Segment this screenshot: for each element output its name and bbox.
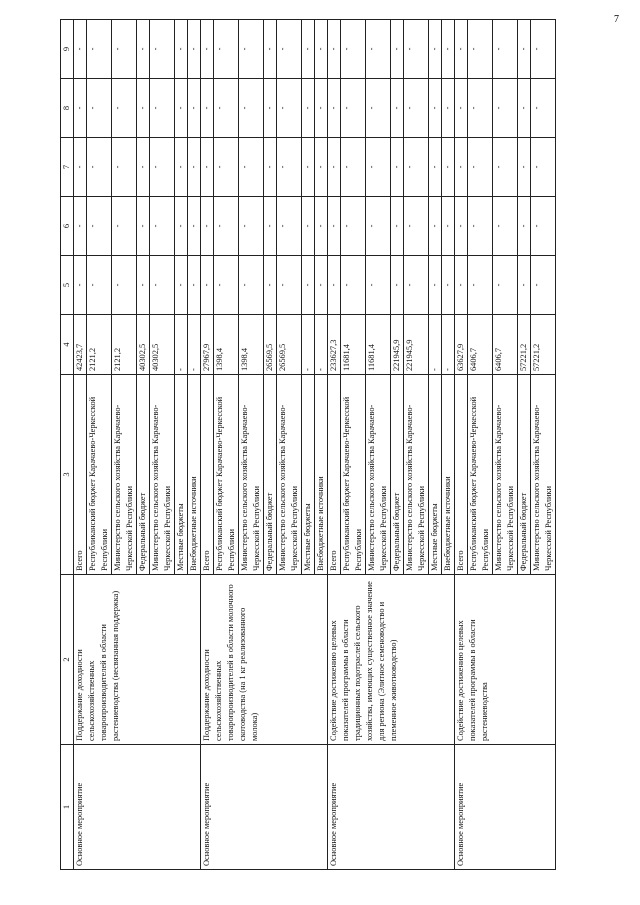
value-cell: - (531, 256, 556, 315)
activity-type-cell: Основное мероприятие (201, 745, 328, 870)
amount-cell: 40302,5 (150, 315, 175, 375)
value-cell: - (442, 197, 455, 256)
activity-type-cell: Основное мероприятие (455, 745, 556, 870)
header-cell: 9 (61, 20, 74, 79)
value-cell: - (391, 138, 404, 197)
activity-type-cell: Основное мероприятие (74, 745, 201, 870)
amount-cell: - (315, 315, 328, 375)
value-cell: - (150, 79, 175, 138)
value-cell: - (366, 256, 391, 315)
value-cell: - (239, 256, 264, 315)
value-cell: - (112, 79, 137, 138)
value-cell: - (366, 197, 391, 256)
value-cell: - (429, 256, 442, 315)
header-row (61, 20, 74, 870)
value-cell: - (391, 79, 404, 138)
amount-cell: 63627,9 (455, 315, 468, 375)
funding-source-cell: Всего (328, 375, 341, 575)
amount-cell: 233627,3 (328, 315, 341, 375)
value-cell: - (493, 138, 518, 197)
value-cell: - (455, 20, 468, 79)
value-cell: - (518, 256, 531, 315)
value-cell: - (201, 197, 214, 256)
funding-source-cell: Республиканский бюджет Карачаево-Черкесской Республики (341, 375, 366, 575)
amount-cell: 2121,2 (112, 315, 137, 375)
header-cell: 3 (61, 375, 74, 575)
header-cell: 8 (61, 79, 74, 138)
value-cell: - (341, 197, 366, 256)
activity-description-cell: Поддержание доходности сельскохозяйственных товаропроизводителей в области растениеводства (несвязанная поддержка) (74, 575, 201, 745)
value-cell: - (188, 256, 201, 315)
value-cell: - (137, 79, 150, 138)
value-cell: - (175, 197, 188, 256)
value-cell: - (302, 256, 315, 315)
value-cell: - (429, 138, 442, 197)
funding-source-cell: Внебюджетные источники (442, 375, 455, 575)
value-cell: - (315, 256, 328, 315)
funding-source-cell: Всего (455, 375, 468, 575)
header-cell: 7 (61, 138, 74, 197)
value-cell: - (201, 138, 214, 197)
value-cell: - (328, 138, 341, 197)
amount-cell: - (188, 315, 201, 375)
value-cell: - (277, 138, 302, 197)
amount-cell: 6406,7 (493, 315, 518, 375)
value-cell: - (315, 138, 328, 197)
value-cell: - (112, 20, 137, 79)
funding-source-cell: Всего (201, 375, 214, 575)
value-cell: - (531, 20, 556, 79)
value-cell: - (518, 138, 531, 197)
table-row (74, 20, 87, 870)
activity-type-cell: Основное мероприятие (328, 745, 455, 870)
value-cell: - (264, 20, 277, 79)
funding-source-cell: Министерство сельского хозяйства Карачаево-Черкесской Республики (531, 375, 556, 575)
value-cell: - (429, 79, 442, 138)
value-cell: - (442, 138, 455, 197)
value-cell: - (404, 20, 429, 79)
funding-source-cell: Федеральный бюджет (264, 375, 277, 575)
value-cell: - (302, 197, 315, 256)
value-cell: - (137, 256, 150, 315)
value-cell: - (455, 138, 468, 197)
value-cell: - (391, 256, 404, 315)
value-cell: - (74, 197, 87, 256)
value-cell: - (468, 256, 493, 315)
value-cell: - (150, 138, 175, 197)
value-cell: - (175, 79, 188, 138)
activity-description-cell: Поддержание доходности сельскохозяйственных товаропроизводителей в области молочного скотоводства (на 1 кг реализованного молока) (201, 575, 328, 745)
value-cell: - (137, 197, 150, 256)
value-cell: - (341, 256, 366, 315)
value-cell: - (239, 138, 264, 197)
value-cell: - (493, 79, 518, 138)
value-cell: - (315, 79, 328, 138)
value-cell: - (74, 79, 87, 138)
header-cell: 2 (61, 575, 74, 745)
value-cell: - (531, 197, 556, 256)
amount-cell: 2121,2 (87, 315, 112, 375)
value-cell: - (341, 20, 366, 79)
value-cell: - (188, 197, 201, 256)
value-cell: - (74, 20, 87, 79)
funding-source-cell: Федеральный бюджет (391, 375, 404, 575)
value-cell: - (264, 138, 277, 197)
value-cell: - (518, 197, 531, 256)
value-cell: - (468, 79, 493, 138)
value-cell: - (531, 138, 556, 197)
amount-cell: 11681,4 (341, 315, 366, 375)
value-cell: - (442, 79, 455, 138)
table-row (455, 20, 468, 870)
value-cell: - (112, 256, 137, 315)
value-cell: - (264, 79, 277, 138)
value-cell: - (175, 138, 188, 197)
value-cell: - (112, 197, 137, 256)
funding-source-cell: Министерство сельского хозяйства Карачаево-Черкесской Республики (493, 375, 518, 575)
amount-cell: - (175, 315, 188, 375)
value-cell: - (214, 138, 239, 197)
value-cell: - (429, 20, 442, 79)
value-cell: - (188, 20, 201, 79)
table-row (328, 20, 341, 870)
value-cell: - (328, 79, 341, 138)
header-cell: 1 (61, 745, 74, 870)
value-cell: - (442, 20, 455, 79)
value-cell: - (175, 256, 188, 315)
value-cell: - (366, 138, 391, 197)
table-body (74, 20, 556, 870)
value-cell: - (87, 79, 112, 138)
amount-cell: 27967,9 (201, 315, 214, 375)
value-cell: - (239, 79, 264, 138)
funding-source-cell: Внебюджетные источники (188, 375, 201, 575)
value-cell: - (366, 79, 391, 138)
funding-source-cell: Федеральный бюджет (518, 375, 531, 575)
amount-cell: - (302, 315, 315, 375)
value-cell: - (315, 20, 328, 79)
amount-cell: 1398,4 (214, 315, 239, 375)
amount-cell: - (442, 315, 455, 375)
value-cell: - (175, 20, 188, 79)
funding-source-cell: Министерство сельского хозяйства Карачаево-Черкесской Республики (150, 375, 175, 575)
value-cell: - (264, 197, 277, 256)
value-cell: - (112, 138, 137, 197)
funding-source-cell: Местные бюджеты (429, 375, 442, 575)
budget-table (60, 19, 556, 870)
value-cell: - (366, 20, 391, 79)
header-cell: 4 (61, 315, 74, 375)
value-cell: - (341, 138, 366, 197)
value-cell: - (315, 197, 328, 256)
activity-description-cell: Содействие достижению целевых показателей программы в области растениеводства (455, 575, 556, 745)
value-cell: - (87, 256, 112, 315)
value-cell: - (188, 79, 201, 138)
value-cell: - (277, 256, 302, 315)
value-cell: - (455, 79, 468, 138)
value-cell: - (214, 79, 239, 138)
value-cell: - (404, 256, 429, 315)
amount-cell: - (429, 315, 442, 375)
funding-source-cell: Республиканский бюджет Карачаево-Черкесской Республики (468, 375, 493, 575)
value-cell: - (404, 79, 429, 138)
amount-cell: 221945,9 (404, 315, 429, 375)
funding-source-cell: Министерство сельского хозяйства Карачаево-Черкесской Республики (277, 375, 302, 575)
amount-cell: 6406,7 (468, 315, 493, 375)
value-cell: - (531, 79, 556, 138)
value-cell: - (239, 20, 264, 79)
header-cell: 6 (61, 197, 74, 256)
value-cell: - (468, 138, 493, 197)
amount-cell: 57221,2 (518, 315, 531, 375)
value-cell: - (74, 256, 87, 315)
value-cell: - (328, 256, 341, 315)
amount-cell: 1398,4 (239, 315, 264, 375)
funding-source-cell: Местные бюджеты (302, 375, 315, 575)
value-cell: - (468, 197, 493, 256)
funding-source-cell: Республиканский бюджет Карачаево-Черкесской Республики (87, 375, 112, 575)
value-cell: - (150, 20, 175, 79)
value-cell: - (214, 20, 239, 79)
funding-source-cell: Федеральный бюджет (137, 375, 150, 575)
amount-cell: 221945,9 (391, 315, 404, 375)
page-number: 7 (614, 14, 619, 25)
amount-cell: 57221,2 (531, 315, 556, 375)
value-cell: - (264, 256, 277, 315)
funding-source-cell: Министерство сельского хозяйства Карачаево-Черкесской Республики (112, 375, 137, 575)
value-cell: - (137, 20, 150, 79)
value-cell: - (302, 20, 315, 79)
funding-source-cell: Министерство сельского хозяйства Карачаево-Черкесской Республики (366, 375, 391, 575)
value-cell: - (493, 256, 518, 315)
value-cell: - (518, 20, 531, 79)
value-cell: - (341, 79, 366, 138)
value-cell: - (328, 20, 341, 79)
value-cell: - (201, 20, 214, 79)
value-cell: - (239, 197, 264, 256)
budget-table-rotated (60, 20, 615, 870)
value-cell: - (455, 256, 468, 315)
value-cell: - (404, 138, 429, 197)
value-cell: - (87, 20, 112, 79)
funding-source-cell: Министерство сельского хозяйства Карачаево-Черкесской Республики (239, 375, 264, 575)
value-cell: - (87, 138, 112, 197)
value-cell: - (455, 197, 468, 256)
amount-cell: 40302,5 (137, 315, 150, 375)
funding-source-cell: Всего (74, 375, 87, 575)
amount-cell: 26569,5 (264, 315, 277, 375)
funding-source-cell: Местные бюджеты (175, 375, 188, 575)
header-cell: 5 (61, 256, 74, 315)
value-cell: - (150, 256, 175, 315)
value-cell: - (302, 138, 315, 197)
amount-cell: 42423,7 (74, 315, 87, 375)
value-cell: - (493, 197, 518, 256)
value-cell: - (302, 79, 315, 138)
value-cell: - (518, 79, 531, 138)
funding-source-cell: Республиканский бюджет Карачаево-Черкесской Республики (214, 375, 239, 575)
value-cell: - (277, 79, 302, 138)
value-cell: - (493, 20, 518, 79)
amount-cell: 11681,4 (366, 315, 391, 375)
funding-source-cell: Министерство сельского хозяйства Карачаево-Черкесской Республики (404, 375, 429, 575)
value-cell: - (214, 197, 239, 256)
value-cell: - (201, 79, 214, 138)
value-cell: - (74, 138, 87, 197)
value-cell: - (391, 197, 404, 256)
value-cell: - (150, 197, 175, 256)
value-cell: - (87, 197, 112, 256)
value-cell: - (277, 197, 302, 256)
value-cell: - (214, 256, 239, 315)
value-cell: - (404, 197, 429, 256)
value-cell: - (328, 197, 341, 256)
value-cell: - (391, 20, 404, 79)
value-cell: - (277, 20, 302, 79)
value-cell: - (468, 20, 493, 79)
value-cell: - (188, 138, 201, 197)
activity-description-cell: Содействие достижению целевых показателей программы в области традиционных подотраслей сельского хозяйства, имеющих существенное значение для региона (Элитное семеноводство и племенное животноводство) (328, 575, 455, 745)
funding-source-cell: Внебюджетные источники (315, 375, 328, 575)
value-cell: - (442, 256, 455, 315)
value-cell: - (137, 138, 150, 197)
amount-cell: 26569,5 (277, 315, 302, 375)
table-row (201, 20, 214, 870)
value-cell: - (429, 197, 442, 256)
value-cell: - (201, 256, 214, 315)
